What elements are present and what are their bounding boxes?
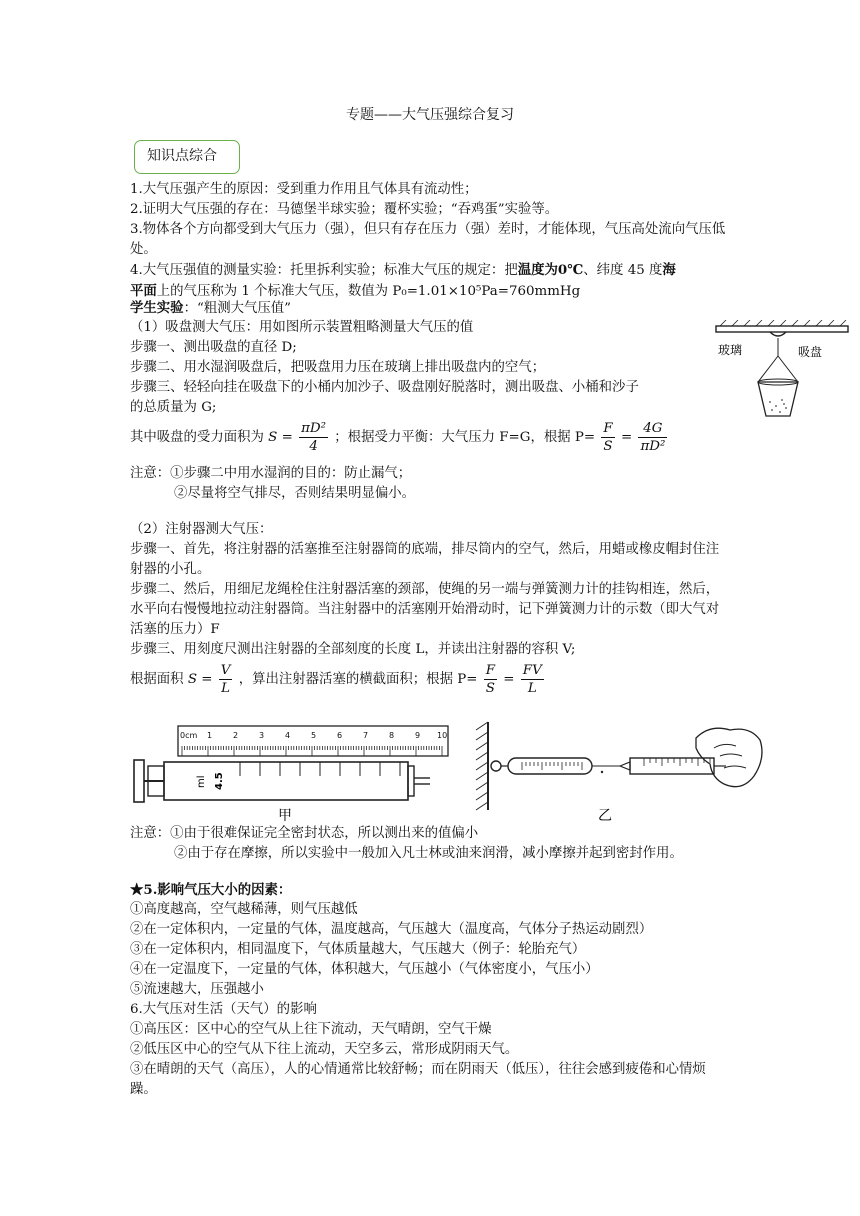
weather-title: 6.大气压对生活（天气）的影响	[130, 1002, 317, 1017]
syringe-ruler-figure	[130, 720, 460, 826]
method-2-formula: 根据面积 S = $\frac{V}{L}$ ，算出注射器活塞的横截面积；根据 P= $\frac{F}{S}$ = $\frac{FV}{L}$	[130, 663, 542, 696]
method-1-formula: 其中吸盘的受力面积为 S = $\frac{\text{πD²}}{4}$ ；根据受力平衡：大气压力 F=G，根据 P= $\frac{F}{S}$ = $\frac{4G}{\text{πD²}}$	[130, 421, 666, 454]
method-1-note-2: ②尽量将空气排尽，否则结果明显偏小。	[174, 486, 416, 501]
point-4: 4.大气压强值的测量实验：托里拆利实验；标准大气压的规定：把温度为0℃、纬度 45 度海 平面上的气压称为 1 个标准大气压，数值为 P₀=1.01×10⁵Pa=760mmHg	[130, 262, 676, 299]
method-1-step-2: 步骤二、用水湿润吸盘后，把吸盘用力压在玻璃上排出吸盘内的空气；	[130, 360, 546, 375]
figure-a-label: 甲	[278, 808, 292, 824]
factor-3: ③在一定体积内，相同温度下，气体质量越大，气压越大（例子：轮胎充气）	[130, 942, 586, 957]
pressure-fraction-3: $\frac{F}{S}$	[485, 663, 496, 696]
syringe-nozzle	[620, 762, 630, 770]
ruler-label-6: 6	[337, 731, 343, 740]
factor-1: ①高度越高，空气越稀薄，则气压越低	[130, 902, 358, 917]
weather-2: ②低压区中心的空气从下往上流动，天空多云，常形成阴雨天气。	[130, 1042, 519, 1057]
area-fraction-2: $\frac{V}{L}$	[220, 663, 231, 696]
section-tag: 知识点综合	[134, 140, 240, 174]
method-1-title: （1）吸盘测大气压：用如图所示装置粗略测量大气压的值	[130, 320, 474, 335]
weather-3: ③在晴朗的天气（高压），人的心情通常比较舒畅；而在阴雨天（低压），往往会感到疲倦和心情烦躁。	[130, 1062, 706, 1097]
syringe-spring-scale-figure	[474, 718, 774, 828]
pressure-fraction-4: $\frac{FV}{L}$	[522, 663, 542, 696]
syringe-volume-mark: 4.5	[214, 772, 225, 790]
sand-bucket	[758, 382, 798, 416]
ruler-label-2: 2	[233, 731, 239, 740]
method-1-step-3-cont: 的总质量为 G;	[130, 400, 217, 415]
method-2-note-2: ②由于存在摩擦，所以实验中一般加入凡士林或油来润滑，减小摩擦并起到密封作用。	[174, 846, 683, 861]
suction-cup-label: 吸盘	[798, 345, 823, 359]
glass-plate	[716, 326, 848, 332]
glass-label: 玻璃	[718, 343, 743, 357]
area-fraction: $\frac{\text{πD²}}{4}$	[301, 421, 327, 454]
plunger-handle	[134, 760, 144, 802]
method-2-step-1: 步骤一、首先，将注射器的活塞推至注射器筒的底端，排尽筒内的空气，然后，用蜡或橡皮帽封住注射器的小孔。	[130, 542, 720, 577]
point-2: 2.证明大气压强的存在：马德堡半球实验；覆杯实验；“吞鸡蛋”实验等。	[130, 202, 559, 217]
experiment-heading: 学生实验：“粗测大气压值”	[130, 300, 291, 316]
weather-1: ①高压区：区中心的空气从上往下流动，天气晴朗，空气干燥	[130, 1022, 492, 1037]
ruler-label-4: 4	[285, 731, 291, 740]
method-2-title: （2）注射器测大气压：	[130, 522, 273, 537]
point-1: 1.大气压强产生的原因：受到重力作用且气体具有流动性；	[130, 182, 478, 197]
ruler-label-7: 7	[363, 731, 369, 740]
ruler-label-0: 0cm	[180, 731, 198, 740]
method-1-note-1: 注意：①步骤二中用水湿润的目的：防止漏气；	[130, 466, 412, 481]
syringe-unit: ml	[196, 775, 207, 788]
ruler-label-10: 10	[437, 731, 448, 740]
method-2-note-1: 注意：①由于很难保证完全密封状态，所以测出来的值偏小	[130, 826, 479, 841]
ruler-label-5: 5	[311, 731, 317, 740]
method-2-step-3: 步骤三、用刻度尺测出注射器的全部刻度的长度 L，并读出注射器的容积 V;	[130, 642, 576, 657]
method-2-step-2: 步骤二、然后，用细尼龙绳栓住注射器活塞的颈部，使绳的另一端与弹簧测力计的挂钩相连，然后，水平向右慢慢地拉动注射器筒。当注射器中的活塞刚开始滑动时，记下弹簧测力计的示数（即大气对活塞的压力）F	[130, 582, 720, 637]
figure-b-label: 乙	[598, 808, 612, 824]
pressure-fraction-1: $\frac{F}{S}$	[603, 421, 613, 454]
ruler-label-1: 1	[207, 731, 213, 740]
ruler-label-3: 3	[259, 731, 265, 740]
syringe-barrel-b	[630, 758, 714, 774]
factors-title: ★5.影响气压大小的因素：	[130, 882, 292, 898]
factor-4: ④在一定温度下，一定量的气体，体积越大，气压越小（气体密度小，气压小）	[130, 962, 599, 977]
point-3: 3.物体各个方向都受到大气压力（强），但只有存在压力（强）差时，才能体现，气压高处流向气压低处。	[130, 222, 726, 257]
suction-cup-figure	[712, 320, 852, 430]
page-title: 专题——大气压强综合复习	[346, 107, 514, 123]
method-1-step-1: 步骤一、测出吸盘的直径 D;	[130, 340, 297, 355]
ruler-label-8: 8	[389, 731, 395, 740]
pressure-fraction-2: $\frac{4G}{\text{πD²}}$	[640, 421, 666, 454]
ruler-label-9: 9	[415, 731, 421, 740]
factor-5: ⑤流速越大，压强越小	[130, 982, 264, 997]
method-1-step-3: 步骤三、轻轻向挂在吸盘下的小桶内加沙子、吸盘刚好脱落时，测出吸盘、小桶和沙子	[130, 380, 639, 395]
factor-2: ②在一定体积内，一定量的气体，温度越高，气压越大（温度高，气体分子热运动剧烈）	[130, 922, 653, 937]
